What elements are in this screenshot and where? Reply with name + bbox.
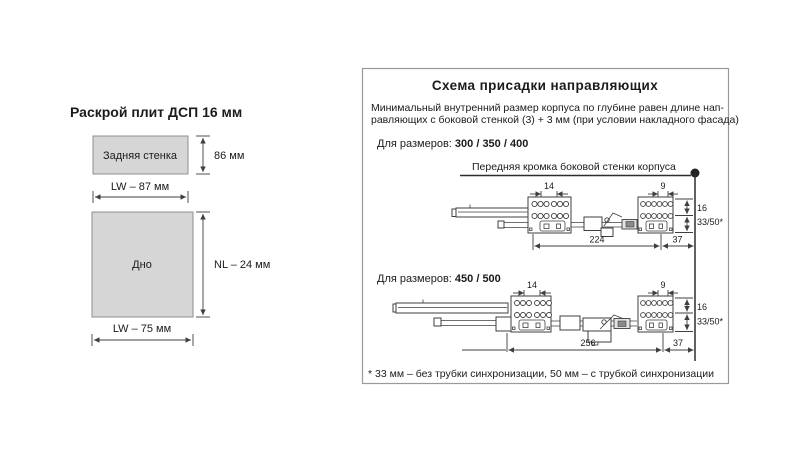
bottom-panel-figure	[92, 212, 270, 346]
back-panel-height-dim	[196, 136, 244, 174]
bottom-panel-width-label: LW – 75 мм	[112, 323, 172, 335]
bottom-panel-label: Дно	[132, 259, 152, 271]
rail-bar	[456, 208, 528, 217]
back-panel-figure	[93, 136, 244, 203]
svg-text:33/50*: 33/50*	[697, 217, 724, 227]
front-bracket	[638, 197, 673, 233]
back-panel-width-dim	[93, 181, 188, 203]
svg-text:33/50*: 33/50*	[697, 316, 724, 327]
svg-text:9: 9	[660, 280, 666, 290]
sizes-label-2	[377, 273, 501, 285]
front-bracket	[638, 296, 673, 332]
panel-footnote: * 33 мм – без трубки синхронизации, 50 мм – с трубкой синхронизации	[368, 368, 715, 380]
bottom-panel-width-dim	[92, 323, 193, 346]
rail-bar	[396, 303, 508, 313]
bottom-panel-height-dim	[196, 212, 270, 317]
svg-text:37: 37	[672, 234, 683, 245]
sizes-label-2-text: Для размеров:	[377, 273, 455, 285]
svg-text:9: 9	[660, 181, 666, 191]
svg-text:256: 256	[580, 338, 596, 348]
panel-note-line2: равляющих с боковой стенкой (3) + 3 мм (при условии накладного фасада)	[371, 114, 739, 126]
panel-note-line1: Минимальный внутренний размер корпуса по глубине равен длине нап-	[371, 102, 724, 114]
sizes-label-1	[377, 138, 528, 150]
back-panel-width-label: LW – 87 мм	[110, 181, 170, 193]
svg-text:16: 16	[697, 302, 708, 312]
svg-text:14: 14	[526, 280, 538, 290]
mounting-scheme-panel	[363, 69, 739, 384]
svg-text:14: 14	[543, 181, 555, 191]
back-panel-label: Задняя стенка	[102, 150, 178, 162]
front-edge-label: Передняя кромка боковой стенки корпуса	[472, 161, 676, 173]
svg-text:16: 16	[697, 203, 708, 213]
cutting-section-title: Раскрой плит ДСП 16 мм	[70, 104, 243, 120]
svg-text:224: 224	[589, 234, 605, 245]
rear-bracket	[511, 296, 552, 332]
sizes-label-1-text: Для размеров:	[377, 138, 455, 150]
cutting-section	[70, 104, 270, 346]
rear-bracket	[528, 197, 571, 233]
panel-title: Схема присадки направляющих	[431, 78, 659, 93]
svg-text:37: 37	[672, 338, 684, 348]
sizes-label-1-values: 300 / 350 / 400	[454, 138, 529, 150]
back-panel-height-label: 86 мм	[214, 150, 245, 162]
sizes-label-2-values: 450 / 500	[454, 273, 501, 285]
bottom-panel-height-label: NL – 24 мм	[214, 259, 271, 271]
